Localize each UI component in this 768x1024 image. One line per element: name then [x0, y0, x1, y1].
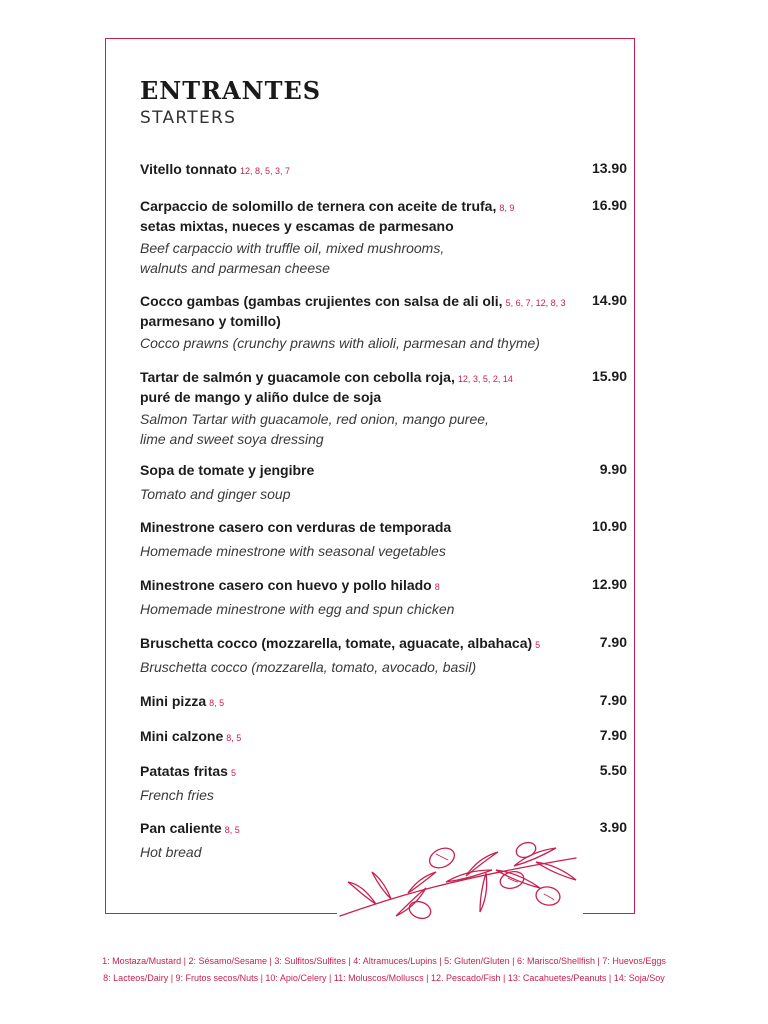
item-name: Minestrone casero con verduras de temporada [140, 519, 452, 535]
menu-item-tartar-salmon [140, 368, 627, 449]
item-name-continued: parmesano y tomillo) [140, 313, 281, 329]
item-name: Bruschetta cocco (mozzarella, tomate, aguacate, albahaca) [140, 635, 533, 651]
frame-bottom-right [583, 913, 634, 914]
menu-item-carpaccio [140, 197, 627, 278]
item-price: 9.90 [599, 461, 627, 477]
item-name: Cocco gambas (gambas crujientes con salsa de ali oli, [140, 293, 503, 309]
item-description-en: Hot bread [140, 844, 202, 860]
allergen-codes: 5 [230, 768, 236, 778]
item-name: Pan caliente [140, 820, 222, 836]
menu-item-sopa-tomate [140, 461, 627, 505]
item-name: Carpaccio de solomillo de ternera con aceite de trufa, [140, 198, 497, 214]
item-price: 16.90 [591, 197, 627, 213]
menu-item-minestrone-huevo [140, 576, 627, 620]
menu-item-bruschetta [140, 634, 627, 678]
menu-item-mini-pizza [140, 692, 627, 712]
item-price: 15.90 [591, 368, 627, 384]
item-price: 13.90 [591, 160, 627, 176]
item-name: Patatas fritas [140, 763, 228, 779]
item-name: Vitello tonnato [140, 161, 237, 177]
item-name: Mini pizza [140, 693, 207, 709]
item-name: Mini calzone [140, 728, 224, 744]
item-name-continued: setas mixtas, nueces y escamas de parmesano [140, 218, 454, 234]
item-description-en: French fries [140, 787, 214, 803]
item-price: 14.90 [591, 292, 627, 308]
item-price: 7.90 [599, 634, 627, 650]
section-subtitle: STARTERS [140, 108, 237, 128]
item-price: 12.90 [591, 576, 627, 592]
allergen-codes: 8, 5 [209, 698, 225, 708]
item-price: 7.90 [599, 692, 627, 708]
menu-item-mini-calzone [140, 727, 627, 747]
item-name: Tartar de salmón y guacamole con cebolla roja, [140, 369, 455, 385]
item-description-en: Beef carpaccio with truffle oil, mixed mushrooms, walnuts and parmesan cheese [140, 240, 445, 276]
olive-branch-icon [336, 838, 586, 923]
allergen-codes: 5, 6, 7, 12, 8, 3 [505, 298, 566, 308]
item-name: Sopa de tomate y jengibre [140, 462, 315, 478]
allergen-codes: 12, 8, 5, 3, 7 [239, 166, 291, 176]
menu-item-minestrone-verduras [140, 518, 627, 562]
item-description-en: Homemade minestrone with seasonal vegetables [140, 543, 446, 559]
allergen-codes: 12, 3, 5, 2, 14 [457, 374, 513, 384]
item-description-en: Bruschetta cocco (mozzarella, tomato, avocado, basil) [140, 659, 477, 675]
menu-item-cocco-gambas [140, 292, 627, 354]
item-price: 3.90 [599, 819, 627, 835]
item-price: 5.50 [599, 762, 627, 778]
item-description-en: Homemade minestrone with egg and spun chicken [140, 601, 455, 617]
item-price: 10.90 [591, 518, 627, 534]
allergen-codes: 5 [535, 640, 541, 650]
section-title: ENTRANTES [140, 76, 322, 105]
item-description-en: Salmon Tartar with guacamole, red onion, mango puree, lime and sweet soya dressing [140, 411, 489, 447]
allergen-codes: 8 [434, 582, 440, 592]
menu-item-patatas-fritas [140, 762, 627, 806]
allergen-legend-line-1: 1: Mostaza/Mustard | 2: Sésamo/Sesame | 3: Sulfitos/Sulfites | 4: Altramuces/Lupins | 5: Gluten/Gluten | 6: Marisco/Shellfish | 7: Huevos/Eggs [102, 956, 666, 966]
allergen-legend-line-2: 8: Lacteos/Dairy | 9: Frutos secos/Nuts | 10: Apio/Celery | 11: Moluscos/Molluscs | 12. Pescado/Fish | 13: Cacahuetes/Peanuts | 14: Soja/Soy [103, 973, 665, 983]
frame-bottom-left [105, 913, 337, 914]
allergen-codes: 8, 5 [226, 733, 242, 743]
allergen-codes: 8, 9 [499, 203, 515, 213]
item-name-continued: puré de mango y aliño dulce de soja [140, 389, 382, 405]
item-price: 7.90 [599, 727, 627, 743]
item-description-en: Cocco prawns (crunchy prawns with alioli, parmesan and thyme) [140, 335, 540, 351]
item-name: Minestrone casero con huevo y pollo hilado [140, 577, 432, 593]
menu-item-vitello-tonnato [140, 160, 627, 180]
allergen-codes: 8, 5 [224, 825, 240, 835]
item-description-en: Tomato and ginger soup [140, 486, 291, 502]
